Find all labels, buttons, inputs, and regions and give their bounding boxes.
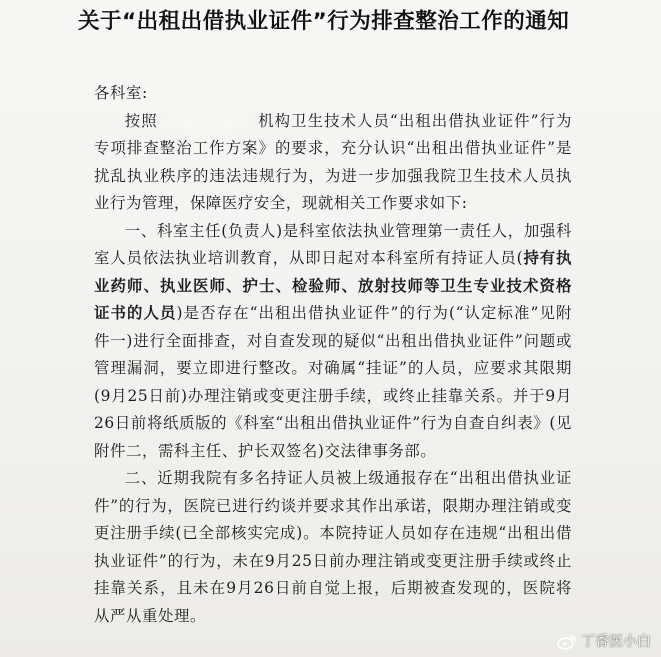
watermark <box>557 631 651 651</box>
greeting: 各科室: <box>94 84 148 102</box>
paragraph-2-text-b: )是否存在“出租出借执业证件”的行为(“认定标准”见附件一)进行全面排查，对自查发现的疑似“出租出借执业证件”问题或管理漏洞，要立即进行整改。对确属“挂证”的人员，应要求其限期(9月25日前)办理注销或变更注册手续，或终止挂靠关系。并于9月26日前将纸质版的《科室“出租出借执业证件”行为自查自纠表》(见附件二，需科主任、护长双签名)交法律事务部。 <box>94 304 572 460</box>
watermark-text: 丁香医小白 <box>581 634 651 650</box>
paragraph-3: 二、近期我院有多名持证人员被上级通报存在“出租出借执业证件”的行为，医院已进行约谈并要求其作出承诺，限期办理注销或变更注册手续(已全部核实完成)。本院持证人员如存在违规“出租出借执业证件”的行为，未在9月25日前办理注销或变更注册手续或终止挂靠关系，且未在9月26日前自觉上报，后期被查发现的，医院将从严从重处理。 <box>94 469 572 625</box>
paragraph-2 <box>94 218 572 466</box>
paragraph-1 <box>94 108 572 218</box>
paragraph-2-text-a: 一、科室主任(负责人)是科室依法执业管理第一责任人，加强科室人员依法执业培训教育，从即日起对本科室所有持证人员( <box>94 221 572 267</box>
document-title: 关于“出租出借执业证件”行为排查整治工作的通知 <box>78 9 570 34</box>
weibo-icon <box>557 633 577 650</box>
paragraph-1-text: 机构卫生技术人员“出租出借执业证件”行为专项排查整治工作方案》的要求，充分认识“出租出借执业证件”是扰乱执业秩序的违法违规行为，为进一步加强我院卫生技术人员执业行为管理，保障医疗安全，现就相关工作要求如下: <box>94 111 572 212</box>
paragraph-1-lead: 按照 <box>124 111 158 130</box>
paragraph-2-bold-text: 持有执业药师、执业医师、护士、检验师、放射技师等卫生专业技术资格证书的人员 <box>94 249 572 322</box>
document-body <box>94 80 572 630</box>
redacted-region <box>158 113 258 129</box>
